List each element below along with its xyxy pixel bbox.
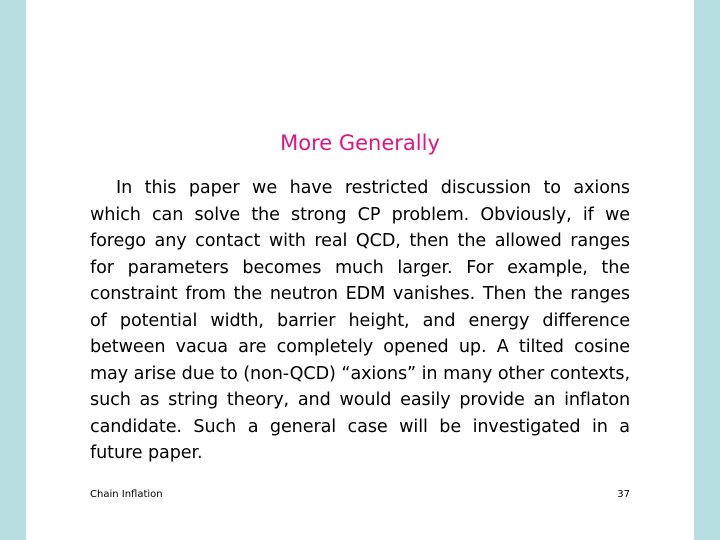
right-side-bar	[694, 0, 720, 540]
slide-body-paragraph: In this paper we have restricted discussion to axions which can solve the strong CP problem. Obviously, if we forego any contact with real QCD, then the allowed ranges for parameters becomes much larger. For example, the constraint from the neutron EDM vanishes. Then the ranges of potential width, barrier height, and energy difference between vacua are completely opened up. A tilted cosine may arise due to (non-QCD) “axions” in many other contexts, such as string theory, and would easily provide an inflaton candidate. Such a general case will be investigated in a future paper.	[90, 178, 630, 463]
footer-title: Chain Inflation	[90, 489, 163, 500]
left-side-bar	[0, 0, 26, 540]
slide-title: More Generally	[280, 131, 440, 155]
page-number: 37	[617, 489, 630, 500]
